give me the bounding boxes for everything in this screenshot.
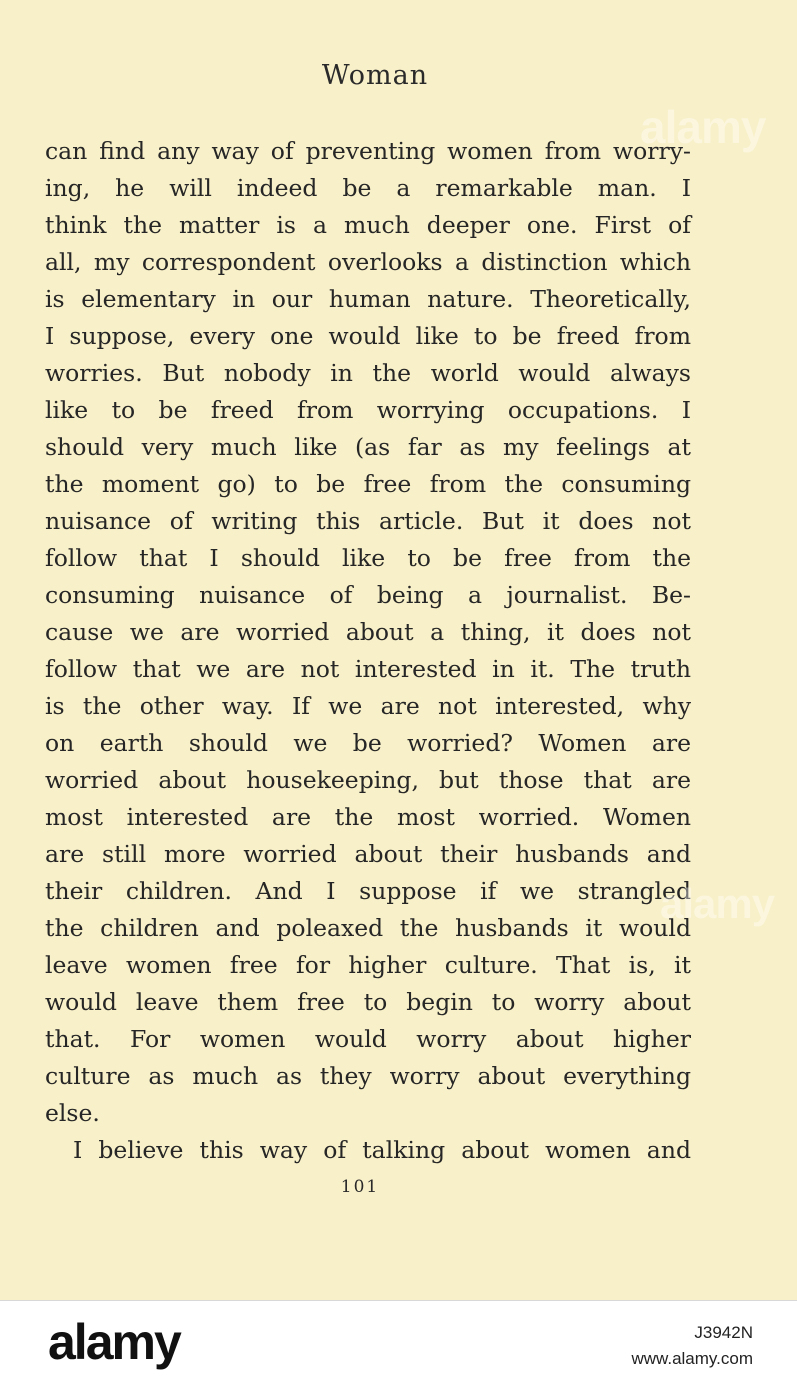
text-line: would leave them free to begin to worry about — [45, 988, 691, 1016]
text-line: culture as much as they worry about everything — [45, 1062, 691, 1090]
text-line: follow that we are not interested in it. The truth — [45, 655, 691, 683]
alamy-logo: alamy — [48, 1314, 180, 1370]
text-line: I believe this way of talking about women and — [73, 1136, 691, 1164]
text-line: leave women free for higher culture. That is, it — [45, 951, 691, 979]
text-line: can find any way of preventing women from worry- — [45, 137, 691, 165]
text-line: worried about housekeeping, but those that are — [45, 766, 691, 794]
text-line: is the other way. If we are not interested, why — [45, 692, 691, 720]
text-line: think the matter is a much deeper one. First of — [45, 211, 691, 239]
running-head: Woman — [321, 60, 429, 91]
text-line: the children and poleaxed the husbands it would — [45, 914, 691, 942]
body-text — [45, 133, 691, 1169]
text-line: like to be freed from worrying occupations. I — [45, 396, 691, 424]
text-line: on earth should we be worried? Women are — [45, 729, 691, 757]
image-id: J3942N — [694, 1323, 753, 1342]
watermark-footer — [0, 1300, 797, 1391]
text-line: I suppose, every one would like to be freed from — [45, 322, 691, 350]
text-line: worries. But nobody in the world would always — [45, 359, 691, 387]
text-line: most interested are the most worried. Women — [45, 803, 691, 831]
page-number: 101 — [340, 1177, 380, 1197]
text-line: nuisance of writing this article. But it does not — [45, 507, 691, 535]
text-line: follow that I should like to be free from the — [45, 544, 691, 572]
text-line: is elementary in our human nature. Theoretically, — [45, 285, 691, 313]
text-line: that. For women would worry about higher — [45, 1025, 691, 1053]
text-line: consuming nuisance of being a journalist. Be- — [45, 581, 691, 609]
text-line: ing, he will indeed be a remarkable man. I — [45, 174, 691, 202]
watermark-overlay: alamy — [640, 101, 766, 153]
text-line: all, my correspondent overlooks a distinction which — [45, 248, 691, 276]
text-line: cause we are worried about a thing, it does not — [45, 618, 691, 646]
text-line: are still more worried about their husbands and — [45, 840, 691, 868]
source-url: www.alamy.com — [631, 1349, 753, 1368]
text-line: else. — [45, 1099, 100, 1127]
text-line: should very much like (as far as my feelings at — [45, 433, 691, 461]
text-line: the moment go) to be free from the consuming — [45, 470, 691, 498]
watermark-overlay: alamy — [660, 880, 775, 927]
text-line: their children. And I suppose if we strangled — [45, 877, 691, 905]
